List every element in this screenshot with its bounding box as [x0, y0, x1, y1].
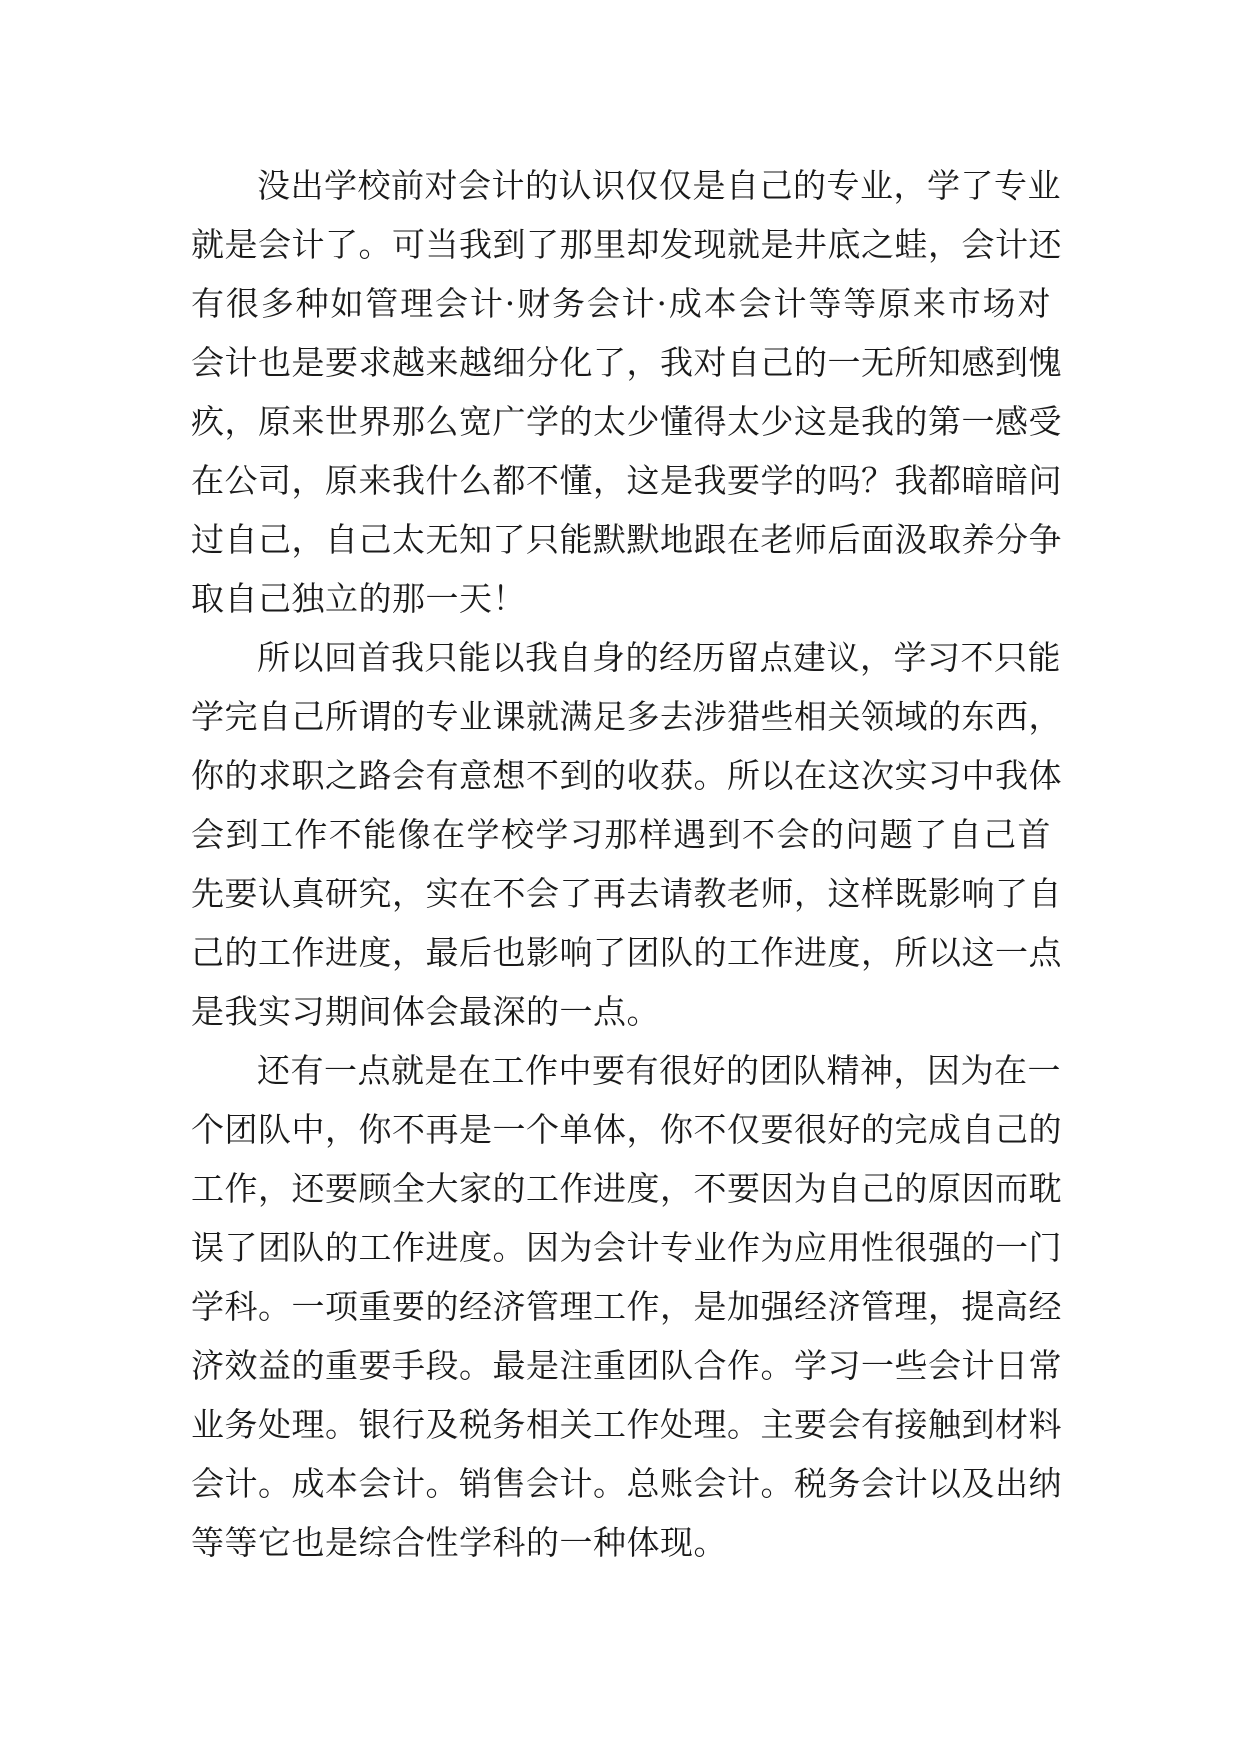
- text-line: 学科。一项重要的经济管理工作，是加强经济管理，提高经: [191, 1287, 1062, 1326]
- text-line: 会计也是要求越来越细分化了，我对自己的一无所知感到愧: [191, 343, 1062, 382]
- paragraph-2: [191, 628, 1062, 1041]
- text-line: 所以回首我只能以我自身的经历留点建议，学习不只能: [257, 638, 1061, 677]
- text-line: 会计。成本会计。销售会计。总账会计。税务会计以及出纳: [191, 1464, 1062, 1503]
- text-line: 会到工作不能像在学校学习那样遇到不会的问题了自己首: [191, 815, 1051, 854]
- text-line: 在公司，原来我什么都不懂，这是我要学的吗？我都暗暗问: [191, 461, 1062, 500]
- text-line: 先要认真研究，实在不会了再去请教老师，这样既影响了自: [191, 874, 1062, 913]
- text-line: 学完自己所谓的专业课就满足多去涉猎些相关领域的东西，: [191, 697, 1062, 736]
- text-line: 没出学校前对会计的认识仅仅是自己的专业，学了专业: [257, 166, 1061, 205]
- text-line: 疚，原来世界那么宽广学的太少懂得太少这是我的第一感受: [191, 402, 1062, 441]
- text-line: 还有一点就是在工作中要有很好的团队精神，因为在一: [257, 1051, 1061, 1090]
- text-line: 工作，还要顾全大家的工作进度，不要因为自己的原因而耽: [191, 1169, 1062, 1208]
- paragraph-1: [191, 156, 1062, 628]
- text-line: 你的求职之路会有意想不到的收获。所以在这次实习中我体: [191, 756, 1062, 795]
- text-line: 就是会计了。可当我到了那里却发现就是井底之蛙，会计还: [191, 225, 1062, 264]
- text-line: 济效益的重要手段。最是注重团队合作。学习一些会计日常: [191, 1346, 1062, 1385]
- text-line: 误了团队的工作进度。因为会计专业作为应用性很强的一门: [191, 1228, 1062, 1267]
- text-line: 个团队中，你不再是一个单体，你不仅要很好的完成自己的: [191, 1110, 1062, 1149]
- text-line: 是我实习期间体会最深的一点。: [191, 992, 660, 1031]
- text-line: 等等它也是综合性学科的一种体现。: [191, 1523, 727, 1562]
- paragraph-3: [191, 1041, 1062, 1572]
- text-line: 有很多种如管理会计·财务会计·成本会计等等原来市场对: [191, 284, 1051, 323]
- text-line: 取自己独立的那一天！: [191, 579, 526, 618]
- text-line: 业务处理。银行及税务相关工作处理。主要会有接触到材料: [191, 1405, 1062, 1444]
- text-line: 过自己，自己太无知了只能默默地跟在老师后面汲取养分争: [191, 520, 1062, 559]
- text-line: 己的工作进度，最后也影响了团队的工作进度，所以这一点: [191, 933, 1062, 972]
- document-body: [191, 156, 1062, 1572]
